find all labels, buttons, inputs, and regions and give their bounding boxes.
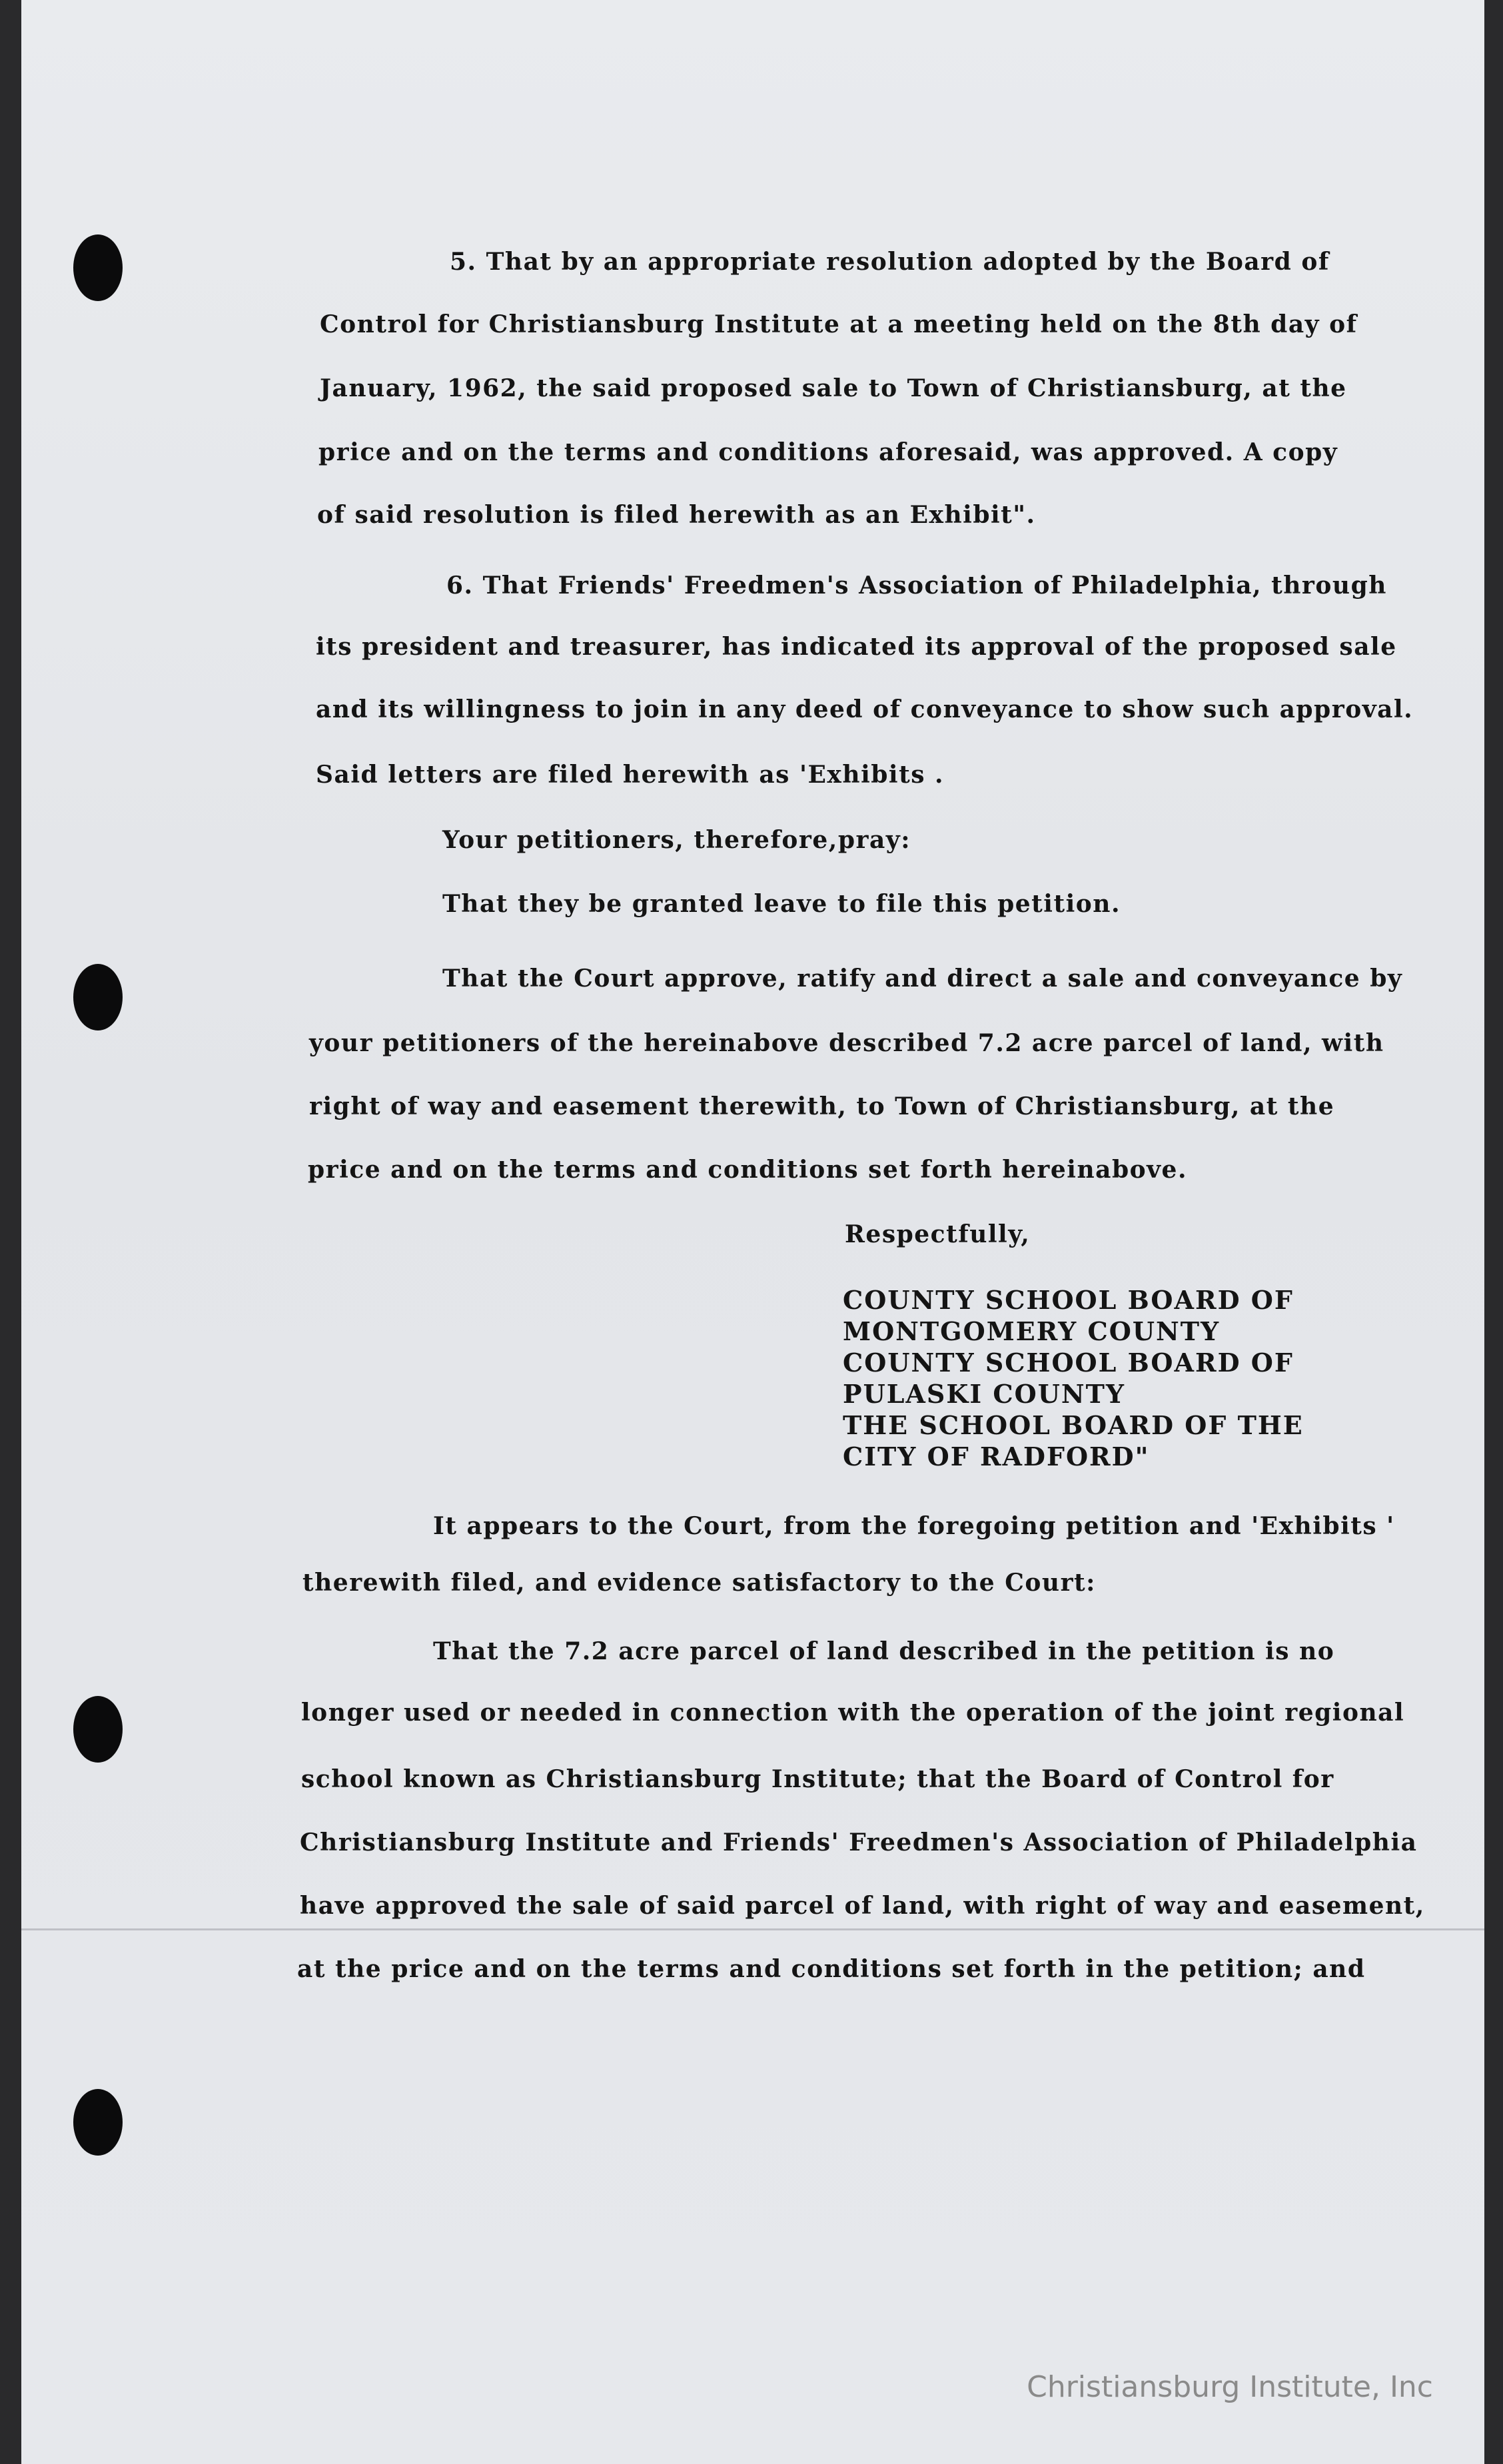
court-finding-line: have approved the sale of said parcel of land, with right of way and easement, <box>300 1892 1425 1920</box>
paragraph-5-line: of said resolution is filed herewith as an Exhibit". <box>317 501 1036 529</box>
watermark: Christiansburg Institute, Inc <box>1027 2370 1433 2404</box>
signatory-line: CITY OF RADFORD" <box>843 1441 1150 1471</box>
signatory-line: COUNTY SCHOOL BOARD OF <box>843 1348 1294 1378</box>
closing: Respectfully, <box>845 1220 1031 1248</box>
punch-hole <box>73 2089 123 2156</box>
paragraph-5-line: price and on the terms and conditions aforesaid, was approved. A copy <box>318 438 1338 466</box>
paragraph-5-line: 5. That by an appropriate resolution adopted by the Board of <box>450 248 1330 276</box>
prayer-leave: That they be granted leave to file this petition. <box>442 890 1121 918</box>
court-finding-line: That the 7.2 acre parcel of land described in the petition is no <box>433 1637 1335 1665</box>
prayer-approve-line: price and on the terms and conditions set forth hereinabove. <box>308 1156 1187 1184</box>
court-finding-line: at the price and on the terms and conditions set forth in the petition; and <box>297 1955 1366 1983</box>
signature-block <box>843 1284 1304 1472</box>
court-appears-line: therewith filed, and evidence satisfactory to the Court: <box>302 1569 1096 1597</box>
court-finding-line: Christiansburg Institute and Friends' Freedmen's Association of Philadelphia <box>300 1829 1418 1856</box>
paragraph-5-line: January, 1962, the said proposed sale to Town of Christiansburg, at the <box>320 374 1347 402</box>
document-page <box>21 0 1484 2464</box>
prayer-intro: Your petitioners, therefore,pray: <box>442 826 911 854</box>
court-finding-line: longer used or needed in connection with the operation of the joint regional <box>301 1699 1405 1727</box>
prayer-approve-line: your petitioners of the hereinabove described 7.2 acre parcel of land, with <box>309 1029 1384 1057</box>
signatory-line: PULASKI COUNTY <box>843 1379 1126 1409</box>
punch-hole <box>73 234 123 301</box>
punch-hole <box>73 964 123 1030</box>
paragraph-6-line: and its willingness to join in any deed of conveyance to show such approval. <box>316 695 1414 723</box>
prayer-approve-line: right of way and easement therewith, to Town of Christiansburg, at the <box>309 1092 1335 1120</box>
signatory-line: THE SCHOOL BOARD OF THE <box>843 1410 1304 1440</box>
signatory-line: COUNTY SCHOOL BOARD OF <box>843 1285 1294 1315</box>
court-finding-line: school known as Christiansburg Institute; that the Board of Control for <box>301 1765 1334 1793</box>
court-appears-line: It appears to the Court, from the foregoing petition and 'Exhibits ' <box>433 1512 1395 1540</box>
punch-hole <box>73 1696 123 1763</box>
prayer-approve-line: That the Court approve, ratify and direct a sale and conveyance by <box>442 965 1403 993</box>
paragraph-5-line: Control for Christiansburg Institute at a meeting held on the 8th day of <box>320 310 1358 338</box>
paragraph-6-line: Said letters are filed herewith as 'Exhibits . <box>316 761 945 789</box>
paragraph-6-line: 6. That Friends' Freedmen's Association of Philadelphia, through <box>446 572 1387 600</box>
paper-fold-line <box>21 1928 1484 1930</box>
paragraph-6-line: its president and treasurer, has indicated its approval of the proposed sale <box>316 633 1397 661</box>
signatory-line: MONTGOMERY COUNTY <box>843 1316 1221 1346</box>
